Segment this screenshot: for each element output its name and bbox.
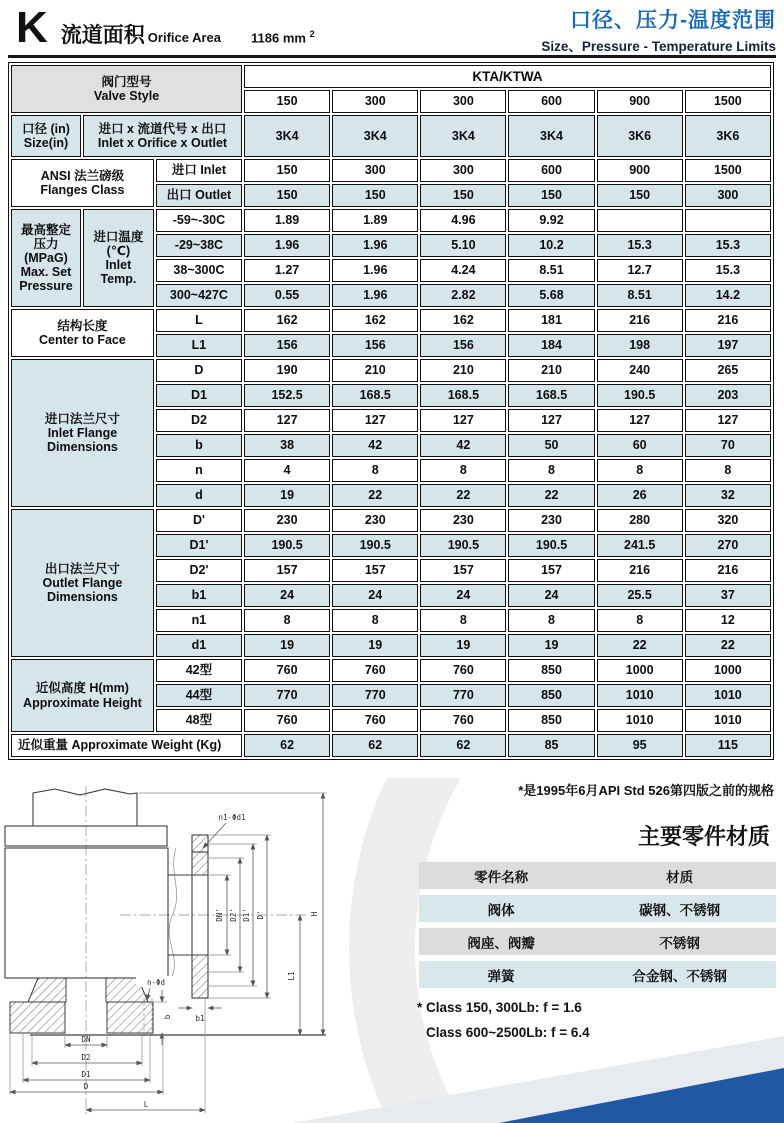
orifice-area-value: 1186 mm $^2$ <box>251 28 315 45</box>
value-cell: 62 <box>420 734 506 757</box>
value-cell: 22 <box>685 634 771 657</box>
value-cell: 42 <box>420 434 506 457</box>
dim-cell: n <box>156 459 242 482</box>
value-cell: 127 <box>420 409 506 432</box>
value-cell: 50 <box>508 434 594 457</box>
value-cell: 270 <box>685 534 771 557</box>
value-cell: 1.96 <box>244 234 330 257</box>
spec-table <box>8 62 774 760</box>
value-cell: 1000 <box>597 659 683 682</box>
value-cell: 300 <box>332 90 418 113</box>
class-factor-notes <box>417 996 590 1046</box>
material-value: 合金钢、不锈钢 <box>632 968 727 984</box>
page-header <box>16 3 315 52</box>
value-cell: 216 <box>685 309 771 332</box>
value-cell: 24 <box>332 584 418 607</box>
value-cell: 19 <box>244 484 330 507</box>
materials-row <box>419 961 776 988</box>
value-cell: 150 <box>508 184 594 207</box>
value-cell: 1010 <box>597 684 683 707</box>
label-d: D <box>83 1082 89 1091</box>
value-cell: 184 <box>508 334 594 357</box>
value-cell: 216 <box>597 309 683 332</box>
dim-cell: b <box>156 434 242 457</box>
value-cell: 1.27 <box>244 259 330 282</box>
value-cell: 600 <box>508 90 594 113</box>
value-cell: 15.3 <box>685 234 771 257</box>
value-cell: 150 <box>244 159 330 182</box>
part-name-header: 零件名称 <box>474 869 529 885</box>
value-cell: 850 <box>508 709 594 732</box>
value-cell: 10.2 <box>508 234 594 257</box>
value-cell: 230 <box>244 509 330 532</box>
value-cell: 1010 <box>685 709 771 732</box>
value-cell: 1.89 <box>244 209 330 232</box>
value-cell: 62 <box>244 734 330 757</box>
value-cell: 8 <box>597 609 683 632</box>
value-cell: 600 <box>508 159 594 182</box>
value-cell: 115 <box>685 734 771 757</box>
height-row <box>11 659 771 682</box>
valve-style-cn: 阀门型号 <box>101 74 152 89</box>
part-name: 阀体 <box>487 902 515 918</box>
value-cell: 156 <box>244 334 330 357</box>
value-cell: 300 <box>685 184 771 207</box>
value-cell: 190.5 <box>420 534 506 557</box>
value-cell: 4.24 <box>420 259 506 282</box>
pressure-label-cell: 最高整定 压力 (MPaG) Max. Set Pressure <box>11 209 81 307</box>
bonnet-outline <box>33 789 137 826</box>
class-note-1: * Class 150, 300Lb: f = 1.6 <box>417 1000 582 1015</box>
value-cell: 3K4 <box>244 115 330 157</box>
value-cell: 150 <box>244 184 330 207</box>
value-cell: 8 <box>244 609 330 632</box>
center-to-face-label-cell: 结构长度 Center to Face <box>11 309 154 357</box>
value-cell: 230 <box>332 509 418 532</box>
value-cell: 198 <box>597 334 683 357</box>
part-name: 弹簧 <box>487 968 515 984</box>
material-header: 材质 <box>666 869 694 885</box>
size-row <box>11 115 771 157</box>
value-cell: 3K4 <box>508 115 594 157</box>
value-cell: 203 <box>685 384 771 407</box>
value-cell: 3K6 <box>597 115 683 157</box>
value-cell: 240 <box>597 359 683 382</box>
value-cell: 150 <box>420 184 506 207</box>
value-cell: 156 <box>332 334 418 357</box>
value-cell: 19 <box>332 634 418 657</box>
value-cell: 8.51 <box>597 284 683 307</box>
value-cell: 4 <box>244 459 330 482</box>
value-cell: 230 <box>508 509 594 532</box>
value-cell: 1500 <box>685 159 771 182</box>
dim-cell: L <box>156 309 242 332</box>
value-cell: 770 <box>420 684 506 707</box>
materials-table <box>419 862 776 994</box>
value-cell: 850 <box>508 684 594 707</box>
value-cell: 168.5 <box>420 384 506 407</box>
value-cell: 190.5 <box>332 534 418 557</box>
value-cell: 1010 <box>685 684 771 707</box>
value-cell: 157 <box>508 559 594 582</box>
dim-cell: D2' <box>156 559 242 582</box>
value-cell: 157 <box>244 559 330 582</box>
header-rule <box>8 55 776 58</box>
weight-row <box>11 734 771 757</box>
valve-style-en: Valve Style <box>93 89 160 103</box>
inlet-flange-row <box>11 359 771 382</box>
value-cell: 1010 <box>597 709 683 732</box>
dim-cell: n1 <box>156 609 242 632</box>
inlet-flange-right <box>107 1002 153 1033</box>
inlet-neck-left <box>28 978 66 1002</box>
orifice-title-cn: 流道面积 <box>60 24 145 47</box>
value-cell: 2.82 <box>420 284 506 307</box>
height-label-cell: 近似高度 H(mm) Approximate Height <box>11 659 154 732</box>
value-cell: 22 <box>597 634 683 657</box>
value-cell: 1.89 <box>332 209 418 232</box>
outlet-label-cell: 出口 Outlet <box>156 184 242 207</box>
weight-label-cell: 近似重量 Approximate Weight (Kg) <box>11 734 242 757</box>
value-cell: 22 <box>420 484 506 507</box>
temp-range-cell: 38~300C <box>156 259 242 282</box>
ansi-inlet-row <box>11 159 771 182</box>
materials-header-row <box>419 862 776 889</box>
value-cell: 9.92 <box>508 209 594 232</box>
materials-row <box>419 895 776 922</box>
dim-cell: b1 <box>156 584 242 607</box>
value-cell: 15.3 <box>597 234 683 257</box>
label-d1: D1 <box>81 1070 91 1079</box>
value-cell: 127 <box>244 409 330 432</box>
value-cell: 25.5 <box>597 584 683 607</box>
value-cell: 3K4 <box>420 115 506 157</box>
value-cell: 37 <box>685 584 771 607</box>
value-cell: 60 <box>597 434 683 457</box>
value-cell: 265 <box>685 359 771 382</box>
outlet-flange-label-cell: 出口法兰尺寸 Outlet Flange Dimensions <box>11 509 154 657</box>
label-d-outlet: D' <box>256 910 265 920</box>
value-cell: 95 <box>597 734 683 757</box>
valve-body <box>5 848 168 978</box>
value-cell: 150 <box>244 90 330 113</box>
temp-range-cell: 300~427C <box>156 284 242 307</box>
ansi-cn: ANSI 法兰磅级 <box>40 168 125 183</box>
value-cell: 280 <box>597 509 683 532</box>
value-cell: 5.10 <box>420 234 506 257</box>
value-cell: 8 <box>685 459 771 482</box>
value-cell: 12.7 <box>597 259 683 282</box>
value-cell: 3K6 <box>685 115 771 157</box>
part-name: 阀座、阀瓣 <box>467 935 535 951</box>
dim-cell: D' <box>156 509 242 532</box>
value-cell: 216 <box>685 559 771 582</box>
value-cell: 1.96 <box>332 259 418 282</box>
outlet-flange-row <box>11 509 771 532</box>
table-row <box>11 65 771 88</box>
value-cell: 8 <box>420 459 506 482</box>
outlet-flange-hatch-bottom <box>192 955 208 998</box>
value-cell: 150 <box>332 184 418 207</box>
section-letter: K <box>16 3 49 52</box>
value-cell: 190.5 <box>244 534 330 557</box>
value-cell: 26 <box>597 484 683 507</box>
api-standard-note: *是1995年6月API Std 526第四版之前的规格 <box>518 783 774 798</box>
value-cell: 181 <box>508 309 594 332</box>
label-l1: L1 <box>287 971 296 981</box>
value-cell: 19 <box>508 634 594 657</box>
temp-range-cell: -59~-30C <box>156 209 242 232</box>
value-cell: 1500 <box>685 90 771 113</box>
value-cell: 127 <box>508 409 594 432</box>
value-cell: 760 <box>244 709 330 732</box>
value-cell: 15.3 <box>685 259 771 282</box>
value-cell: 85 <box>508 734 594 757</box>
class-note-2: Class 600~2500Lb: f = 6.4 <box>426 1024 590 1040</box>
value-cell: 8.51 <box>508 259 594 282</box>
page-header-right <box>541 4 776 55</box>
inlet-temp-label-cell: 进口温度 (℃) Inlet Temp. <box>83 209 154 307</box>
outlet-flange-hatch-top <box>192 835 208 875</box>
materials-title: 主要零件材质 <box>637 824 770 849</box>
label-b: b <box>163 1014 172 1020</box>
orifice-code-label-cell <box>83 115 242 157</box>
size-cn: 口径 (in) <box>22 121 70 136</box>
label-d2: D2 <box>81 1053 91 1062</box>
label-n-bolt: n-Φd <box>146 978 166 987</box>
value-cell <box>685 209 771 232</box>
value-cell: 4.96 <box>420 209 506 232</box>
value-cell: 900 <box>597 159 683 182</box>
value-cell: 8 <box>420 609 506 632</box>
label-dn: DN <box>81 1035 91 1044</box>
value-cell: 210 <box>332 359 418 382</box>
value-cell: 22 <box>332 484 418 507</box>
value-cell: 300 <box>332 159 418 182</box>
size-en: Size(in) <box>23 136 69 150</box>
valve-cross-section-drawing <box>0 780 400 1123</box>
label-dn-outlet: DN' <box>215 908 224 922</box>
value-cell: 168.5 <box>508 384 594 407</box>
value-cell: 760 <box>332 659 418 682</box>
break-line <box>169 848 177 978</box>
value-cell: 24 <box>508 584 594 607</box>
value-cell: 760 <box>420 709 506 732</box>
value-cell: 168.5 <box>332 384 418 407</box>
value-cell: 19 <box>420 634 506 657</box>
value-cell: 162 <box>332 309 418 332</box>
label-h: H <box>310 911 319 917</box>
dim-cell: D1' <box>156 534 242 557</box>
valve-style-header-cell <box>11 65 242 113</box>
inlet-flange-label-cell: 进口法兰尺寸 Inlet Flange Dimensions <box>11 359 154 507</box>
family-cell: KTA/KTWA <box>244 65 771 88</box>
value-cell: 157 <box>420 559 506 582</box>
value-cell: 230 <box>420 509 506 532</box>
value-cell: 190.5 <box>508 534 594 557</box>
dim-cell: D2 <box>156 409 242 432</box>
value-cell: 241.5 <box>597 534 683 557</box>
value-cell: 770 <box>244 684 330 707</box>
value-cell: 19 <box>244 634 330 657</box>
value-cell: 32 <box>685 484 771 507</box>
dim-cell: L1 <box>156 334 242 357</box>
value-cell <box>597 209 683 232</box>
code-en: Inlet x Orifice x Outlet <box>97 136 228 150</box>
value-cell: 0.55 <box>244 284 330 307</box>
material-value: 不锈钢 <box>659 935 700 951</box>
value-cell: 24 <box>244 584 330 607</box>
inlet-flange-left <box>10 1002 65 1033</box>
dim-cell: 44型 <box>156 684 242 707</box>
value-cell: 42 <box>332 434 418 457</box>
dim-cell: D1 <box>156 384 242 407</box>
label-n1-bolt: n1-Φd1 <box>218 813 246 822</box>
value-cell: 900 <box>597 90 683 113</box>
ctf-row <box>11 309 771 332</box>
value-cell: 152.5 <box>244 384 330 407</box>
value-cell: 1.96 <box>332 284 418 307</box>
value-cell: 190.5 <box>597 384 683 407</box>
value-cell: 770 <box>332 684 418 707</box>
value-cell: 150 <box>597 184 683 207</box>
value-cell: 8 <box>332 609 418 632</box>
label-l: L <box>143 1100 149 1109</box>
value-cell: 127 <box>332 409 418 432</box>
limits-title-en: Size、Pressure - Temperature Limits <box>541 39 776 54</box>
value-cell: 1.96 <box>332 234 418 257</box>
limits-title-cn: 口径、压力-温度范围 <box>570 9 776 32</box>
value-cell: 12 <box>685 609 771 632</box>
value-cell: 22 <box>508 484 594 507</box>
value-cell: 70 <box>685 434 771 457</box>
size-label-cell <box>11 115 81 157</box>
value-cell: 38 <box>244 434 330 457</box>
materials-row <box>419 928 776 955</box>
value-cell: 216 <box>597 559 683 582</box>
value-cell: 156 <box>420 334 506 357</box>
value-cell: 5.68 <box>508 284 594 307</box>
value-cell: 760 <box>332 709 418 732</box>
dim-cell: 48型 <box>156 709 242 732</box>
value-cell: 190 <box>244 359 330 382</box>
label-d2-outlet: D2' <box>229 908 238 922</box>
dim-cell: 42型 <box>156 659 242 682</box>
dim-cell: d <box>156 484 242 507</box>
dim-cell: D <box>156 359 242 382</box>
dim-cell: d1 <box>156 634 242 657</box>
value-cell: 8 <box>332 459 418 482</box>
value-cell: 8 <box>508 459 594 482</box>
value-cell: 162 <box>244 309 330 332</box>
code-cn: 进口 x 流道代号 x 出口 <box>98 121 227 136</box>
value-cell: 760 <box>420 659 506 682</box>
value-cell: 300 <box>420 90 506 113</box>
value-cell: 8 <box>597 459 683 482</box>
value-cell: 24 <box>420 584 506 607</box>
label-b1: b1 <box>195 1014 205 1023</box>
value-cell: 157 <box>332 559 418 582</box>
ansi-en: Flanges Class <box>40 183 125 197</box>
value-cell: 300 <box>420 159 506 182</box>
inlet-label-cell: 进口 Inlet <box>156 159 242 182</box>
value-cell: 3K4 <box>332 115 418 157</box>
label-d1-outlet: D1' <box>242 908 251 922</box>
ansi-label-cell <box>11 159 154 207</box>
value-cell: 210 <box>508 359 594 382</box>
value-cell: 197 <box>685 334 771 357</box>
value-cell: 210 <box>420 359 506 382</box>
value-cell: 127 <box>597 409 683 432</box>
value-cell: 8 <box>508 609 594 632</box>
value-cell: 162 <box>420 309 506 332</box>
pressure-row <box>11 209 771 232</box>
value-cell: 320 <box>685 509 771 532</box>
value-cell: 1000 <box>685 659 771 682</box>
orifice-title-en: Orifice Area <box>147 30 222 45</box>
value-cell: 850 <box>508 659 594 682</box>
value-cell: 62 <box>332 734 418 757</box>
value-cell: 14.2 <box>685 284 771 307</box>
value-cell: 127 <box>685 409 771 432</box>
temp-range-cell: -29~38C <box>156 234 242 257</box>
material-value: 碳钢、不锈钢 <box>639 902 721 918</box>
value-cell: 760 <box>244 659 330 682</box>
